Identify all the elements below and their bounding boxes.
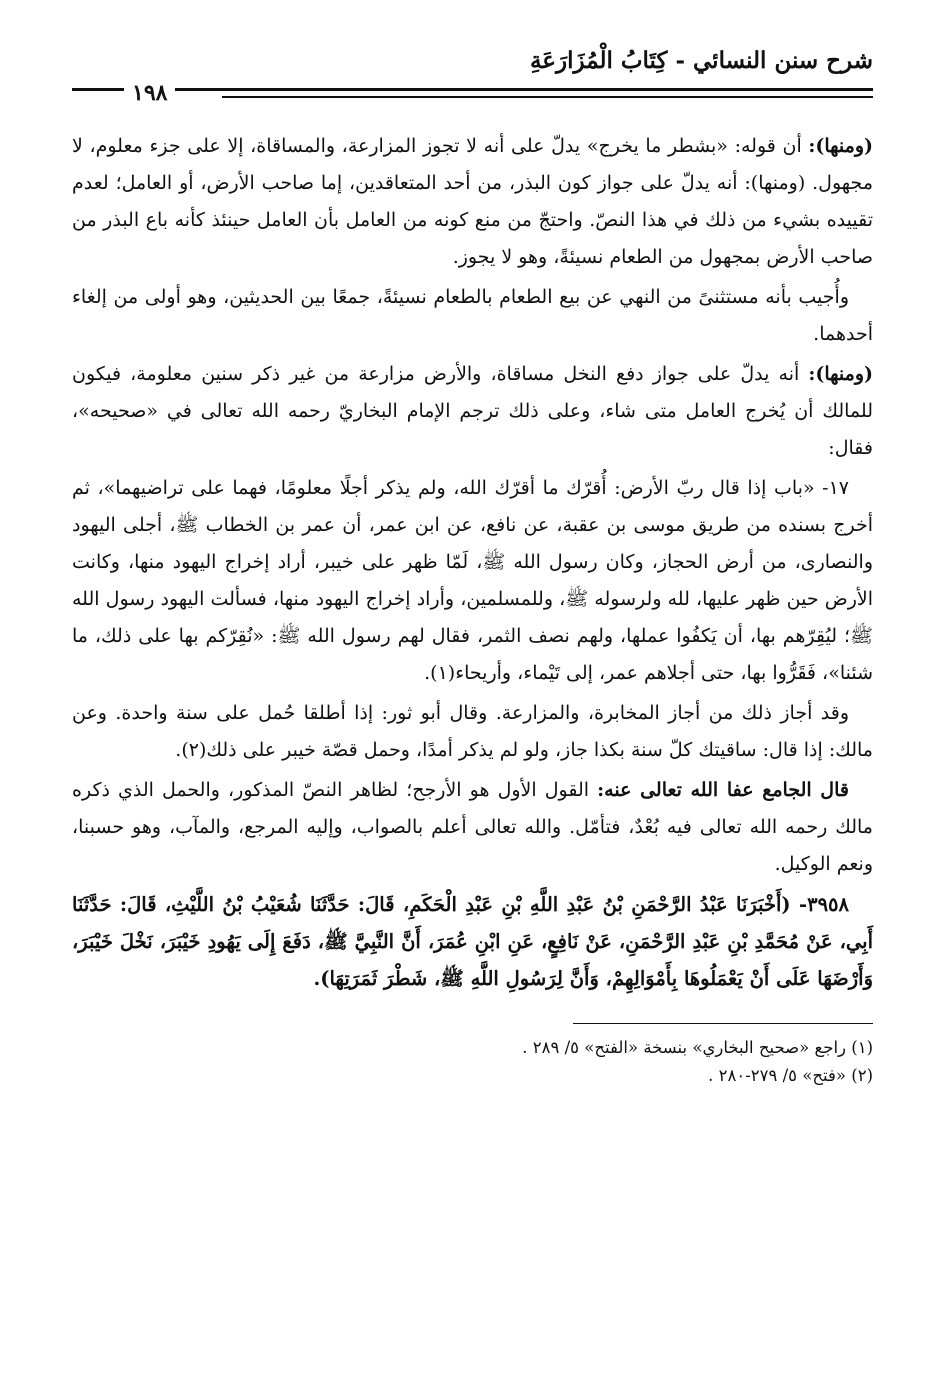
- header-rule-top: [72, 88, 873, 91]
- header-rule-bottom: [222, 96, 873, 98]
- paragraph-text: ١٧- «باب إذا قال ربّ الأرض: أُقرّك ما أقرّك الله، ولم يذكر أجلًا معلومًا، فهما على تراضيهما»، ثم أخرج بسنده من طريق موسى بن عقبة، عن نافع، عن ابن عمر، أن عمر بن الخطاب ﷺ، أجلى اليهود والنصارى، من أرض الحجاز، وكان رسول الله ﷺ، لَمّا ظهر على خيبر، أراد إخراج اليهود منها، وكانت الأرض حين ظهر عليها، لله ولرسوله ﷺ، وللمسلمين، وأراد إخراج اليهود منها، فسألت اليهود رسول الله ﷺ؛ ليُقِرّهم بها، أن يَكفُوا عملها، ولهم نصف الثمر، فقال لهم رسول الله ﷺ: «نُقِرّكم بها على ذلك، ما شئنا»، فَقَرُّوا بها، حتى أجلاهم عمر، إلى تَيْماء، وأريحاء(١).: [72, 477, 873, 684]
- paragraph-5: [72, 695, 873, 769]
- page-body: [72, 128, 873, 1090]
- paragraph-6: [72, 772, 873, 883]
- paragraph-1: [72, 128, 873, 276]
- paragraph-text: أن قوله: «بشطر ما يخرج» يدلّ على أنه لا تجوز المزارعة، والمساقاة، إلا على جزء معلوم، لا مجهول. (ومنها): أنه يدلّ على جواز كون البذر، من أحد المتعاقدين، إما صاحب الأرض، أو العامل؛ لعدم تقييده بشيء من ذلك في هذا النصّ. واحتجّ من منع كونه من العامل بأن العامل حينئذ كأنه باع البذر من صاحب الأرض بمجهول من الطعام نسيئةً، وهو لا يجوز.: [72, 135, 873, 268]
- paragraph-text: وأُجيب بأنه مستثنىً من النهي عن بيع الطعام بالطعام نسيئةً، جمعًا بين الحديثين، وهو أولى من إلغاء أحدهما.: [72, 286, 873, 345]
- footnote-1: (١) راجع «صحيح البخاري» بنسخة «الفتح» ٥/ ٢٨٩ .: [522, 1038, 873, 1057]
- paragraph-lead: (ومنها):: [808, 363, 873, 385]
- paragraph-lead: قال الجامع عفا الله تعالى عنه:: [597, 779, 849, 801]
- page-header: [72, 40, 873, 110]
- page-number: ١٩٨: [124, 80, 175, 106]
- page: [72, 40, 873, 1090]
- footnote-divider: [573, 1023, 873, 1024]
- footnote-2: (٢) «فتح» ٥/ ٢٧٩-٢٨٠ .: [708, 1066, 873, 1085]
- paragraph-2: [72, 279, 873, 353]
- paragraph-text: القول الأول هو الأرجح؛ لظاهر النصّ المذكور، والحمل الذي ذكره مالك رحمه الله تعالى فيه بُعْدٌ، فتأمّل. والله تعالى أعلم بالصواب، وإليه المرجع، والمآب، وهو حسبنا، ونعم الوكيل.: [72, 779, 873, 875]
- running-title: شرح سنن النسائي - كِتَابُ الْمُزَارَعَةِ: [529, 47, 873, 74]
- paragraph-text: أنه يدلّ على جواز دفع النخل مساقاة، والأرض مزارعة من غير ذكر سنين معلومة، فيكون للمالك أن يُخرج العامل متى شاء، وعلى ذلك ترجم الإمام البخاريّ رحمه الله تعالى في «صحيحه»، فقال:: [72, 363, 873, 459]
- hadith-text: ٣٩٥٨- (أَخْبَرَنَا عَبْدُ الرَّحْمَنِ بْنُ عَبْدِ اللَّهِ بْنِ عَبْدِ الْحَكَمِ، قَالَ: حَدَّثَنَا شُعَيْبُ بْنُ اللَّيْثِ، قَالَ: حَدَّثَنَا أَبِي، عَنْ مُحَمَّدِ بْنِ عَبْدِ الرَّحْمَنِ، عَنْ نَافِعٍ، عَنِ ابْنِ عُمَرَ، أَنَّ النَّبِيَّ ﷺ، دَفَعَ إِلَى يَهُودِ خَيْبَرَ، نَخْلَ خَيْبَرَ، وَأَرْضَهَا عَلَى أَنْ يَعْمَلُوهَا بِأَمْوَالِهِمْ، وَأَنَّ لِرَسُولِ اللَّهِ ﷺ، شَطْرَ ثَمَرَتِهَا).: [72, 893, 873, 990]
- paragraph-lead: (ومنها):: [808, 135, 873, 157]
- paragraph-4: [72, 470, 873, 692]
- paragraph-3: [72, 356, 873, 467]
- paragraph-text: وقد أجاز ذلك من أجاز المخابرة، والمزارعة. وقال أبو ثور: إذا أطلقا حُمل على سنة واحدة. وعن مالك: إذا قال: ساقيتك كلّ سنة بكذا جاز، ولو لم يذكر أمدًا، وحمل قصّة خيبر على ذلك(٢).: [72, 702, 873, 761]
